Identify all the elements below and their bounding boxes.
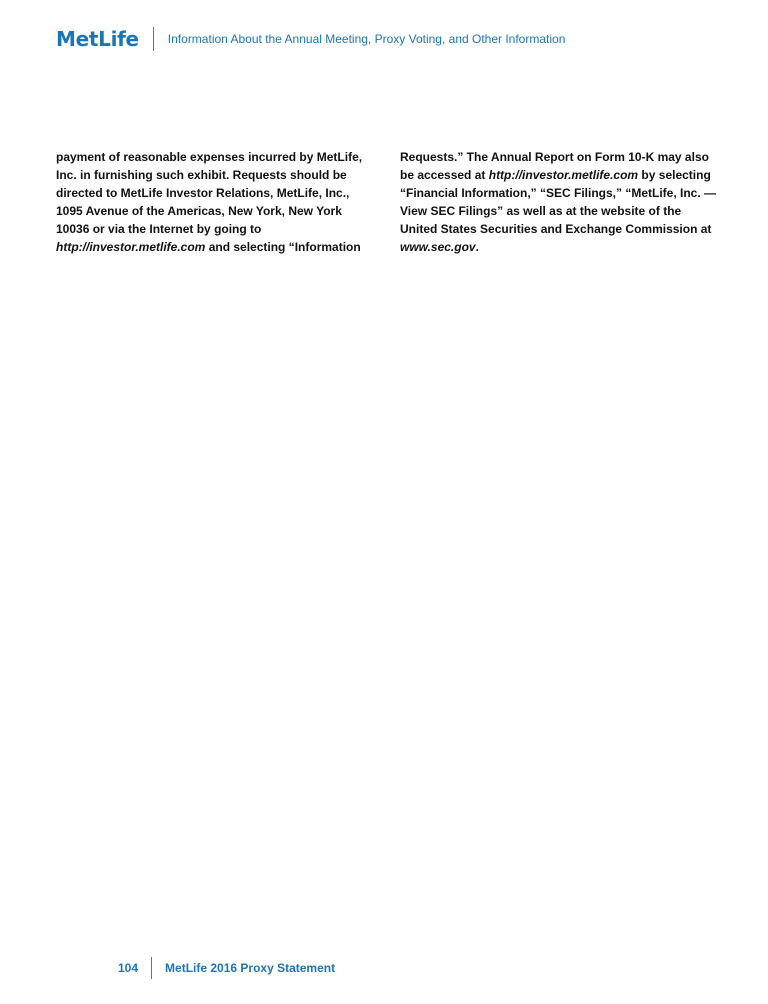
footer-divider	[151, 957, 152, 979]
right-text-3: .	[475, 240, 479, 254]
left-text-1: payment of reasonable expenses incurred by MetLife, Inc. in furnishing such exhibit. Requests should be directed to MetLife Investor Relations, MetLife, Inc., 1095 Avenue of the Americas, New York, New York 10036 or via the Internet by going to	[56, 150, 363, 236]
investor-link-right[interactable]: http://investor.metlife.com	[488, 168, 639, 182]
page-number: 104	[118, 961, 139, 975]
page-footer	[118, 956, 335, 980]
right-text-2: by selecting “Financial Information,” “SEC Filings,” “MetLife, Inc. — View SEC Filings” as well as at the website of the United States Securities and Exchange Commission at	[400, 168, 717, 236]
right-text-1: Requests.” The Annual Report on Form 10-K may also be accessed at	[400, 150, 709, 182]
investor-link-left[interactable]: http://investor.metlife.com	[56, 240, 206, 254]
page-header	[56, 24, 565, 54]
left-text-2: and selecting “Information	[205, 240, 361, 254]
metlife-logo: MetLife	[56, 27, 139, 51]
right-column-paragraph	[400, 148, 720, 256]
header-divider	[153, 27, 154, 51]
sec-gov-link[interactable]: www.sec.gov	[400, 240, 476, 254]
left-column-paragraph	[56, 148, 376, 256]
section-title: Information About the Annual Meeting, Proxy Voting, and Other Information	[167, 32, 566, 46]
footer-title: MetLife 2016 Proxy Statement	[165, 961, 336, 975]
